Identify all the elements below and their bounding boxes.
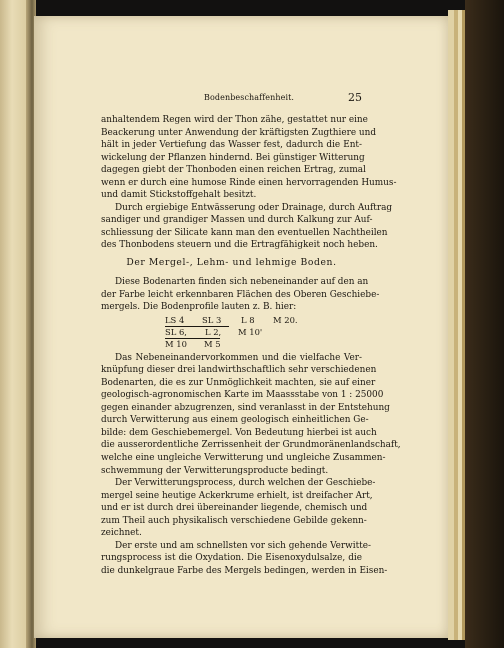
text-line: welche eine ungleiche Verwitterung und ungleiche Zusammen- [101,453,386,464]
text-line: die dunkelgraue Farbe des Mergels bedingen, werden in Eisen- [101,565,388,576]
profile-term: M 20. [273,314,298,325]
soil-profile-formula [101,314,362,352]
text-line: wickelung der Pflanzen hindernd. Bei günstiger Witterung [101,152,365,163]
paragraph [101,114,397,202]
text-line: Durch ergiebige Entwässerung oder Drainage, durch Auftrag [115,202,393,213]
text-line: Diese Bodenarten finden sich nebeneinander auf den an [115,277,369,288]
profile-term: SL 3 [202,314,222,325]
text-line: mergels. Die Bodenprofile lauten z. B. hier: [101,302,297,313]
paragraph [101,352,401,477]
text-line: des Thonbodens steuern und die Ertragfähigkeit noch heben. [101,240,378,251]
text-line: geologisch-agronomischen Karte im Maassstabe von 1 : 25000 [101,390,384,401]
text-line: Der erste und am schnellsten vor sich gehende Verwitte- [115,540,371,551]
text-line: Das Nebeneinandervorkommen und die vielfache Ver- [115,352,362,363]
text-line: Beackerung unter Anwendung der kräftigsten Zugthiere und [101,127,377,138]
text-line: der Farbe leicht erkennbaren Flächen des Oberen Geschiebe- [101,289,380,300]
text-line: mergel seine heutige Ackerkrume erhielt, ist dreifacher Art, [101,490,373,501]
profile-term: M 5 [204,338,221,349]
text-line: wenn er durch eine humose Rinde einen hervorragenden Humus- [101,177,397,188]
text-line: anhaltendem Regen wird der Thon zähe, gestattet nur eine [101,115,368,125]
text-line: zum Theil auch physikalisch verschiedene Gebilde gekenn- [101,515,367,526]
text-line: gegen einander abzugrenzen, sind veranlasst in der Entstehung [101,402,390,413]
section-heading: Der Mergel-, Lehm- und lehmige Boden. [126,257,337,269]
page-number: 25 [348,91,362,104]
text-line: die ausserordentliche Zerrissenheit der Grundmoränenlandschaft, [101,440,401,451]
text-line: schliessung der Silicate kann man den eventuellen Nachtheilen [101,227,388,238]
text-line: hält in jeder Vertiefung das Wasser fest, dadurch die Ent- [101,140,362,151]
profile-term: SL 6, [165,326,187,337]
text-line: knüpfung dieser drei landwirthschaftlich sehr verschiedenen [101,365,377,376]
text-line: bilde: dem Geschiebemergel. Von Bedeutung hierbei ist auch [101,427,377,438]
profile-term: M 10 [165,338,187,349]
profile-term: LS 4 [165,314,185,325]
text-line: durch Verwitterung aus einem geologisch einheitlichen Ge- [101,415,369,426]
text-line: dagegen giebt der Thonboden einen reichen Ertrag, zumal [101,165,366,176]
profile-term: L 8 [241,314,255,325]
book-cover [465,0,504,648]
running-head [101,92,362,106]
text-line: sandiger und grandiger Massen und durch Kalkung zur Auf- [101,215,373,226]
text-line: zeichnet. [101,528,142,539]
body-text [101,114,401,578]
text-line: Der Verwitterungsprocess, durch welchen der Geschiebe- [115,478,376,489]
paragraph [101,477,376,540]
paragraph [101,276,380,314]
text-line: rungsprocess ist die Oxydation. Die Eisenoxydulsalze, die [101,553,362,564]
paragraph [101,540,388,578]
paragraph [101,202,393,252]
text-line: und er ist durch drei übereinander liegende, chemisch und [101,503,368,514]
running-head-title: Bodenbeschaffenheit. [204,93,295,102]
profile-term: M 10' [238,326,263,337]
text-line: schwemmung der Verwitterungsproducte bedingt. [101,465,329,476]
text-line: Bodenarten, die es zur Unmöglichkeit machten, sie auf einer [101,377,376,388]
profile-term: L 2, [205,326,222,337]
text-line: und damit Stickstoffgehalt besitzt. [101,190,257,201]
